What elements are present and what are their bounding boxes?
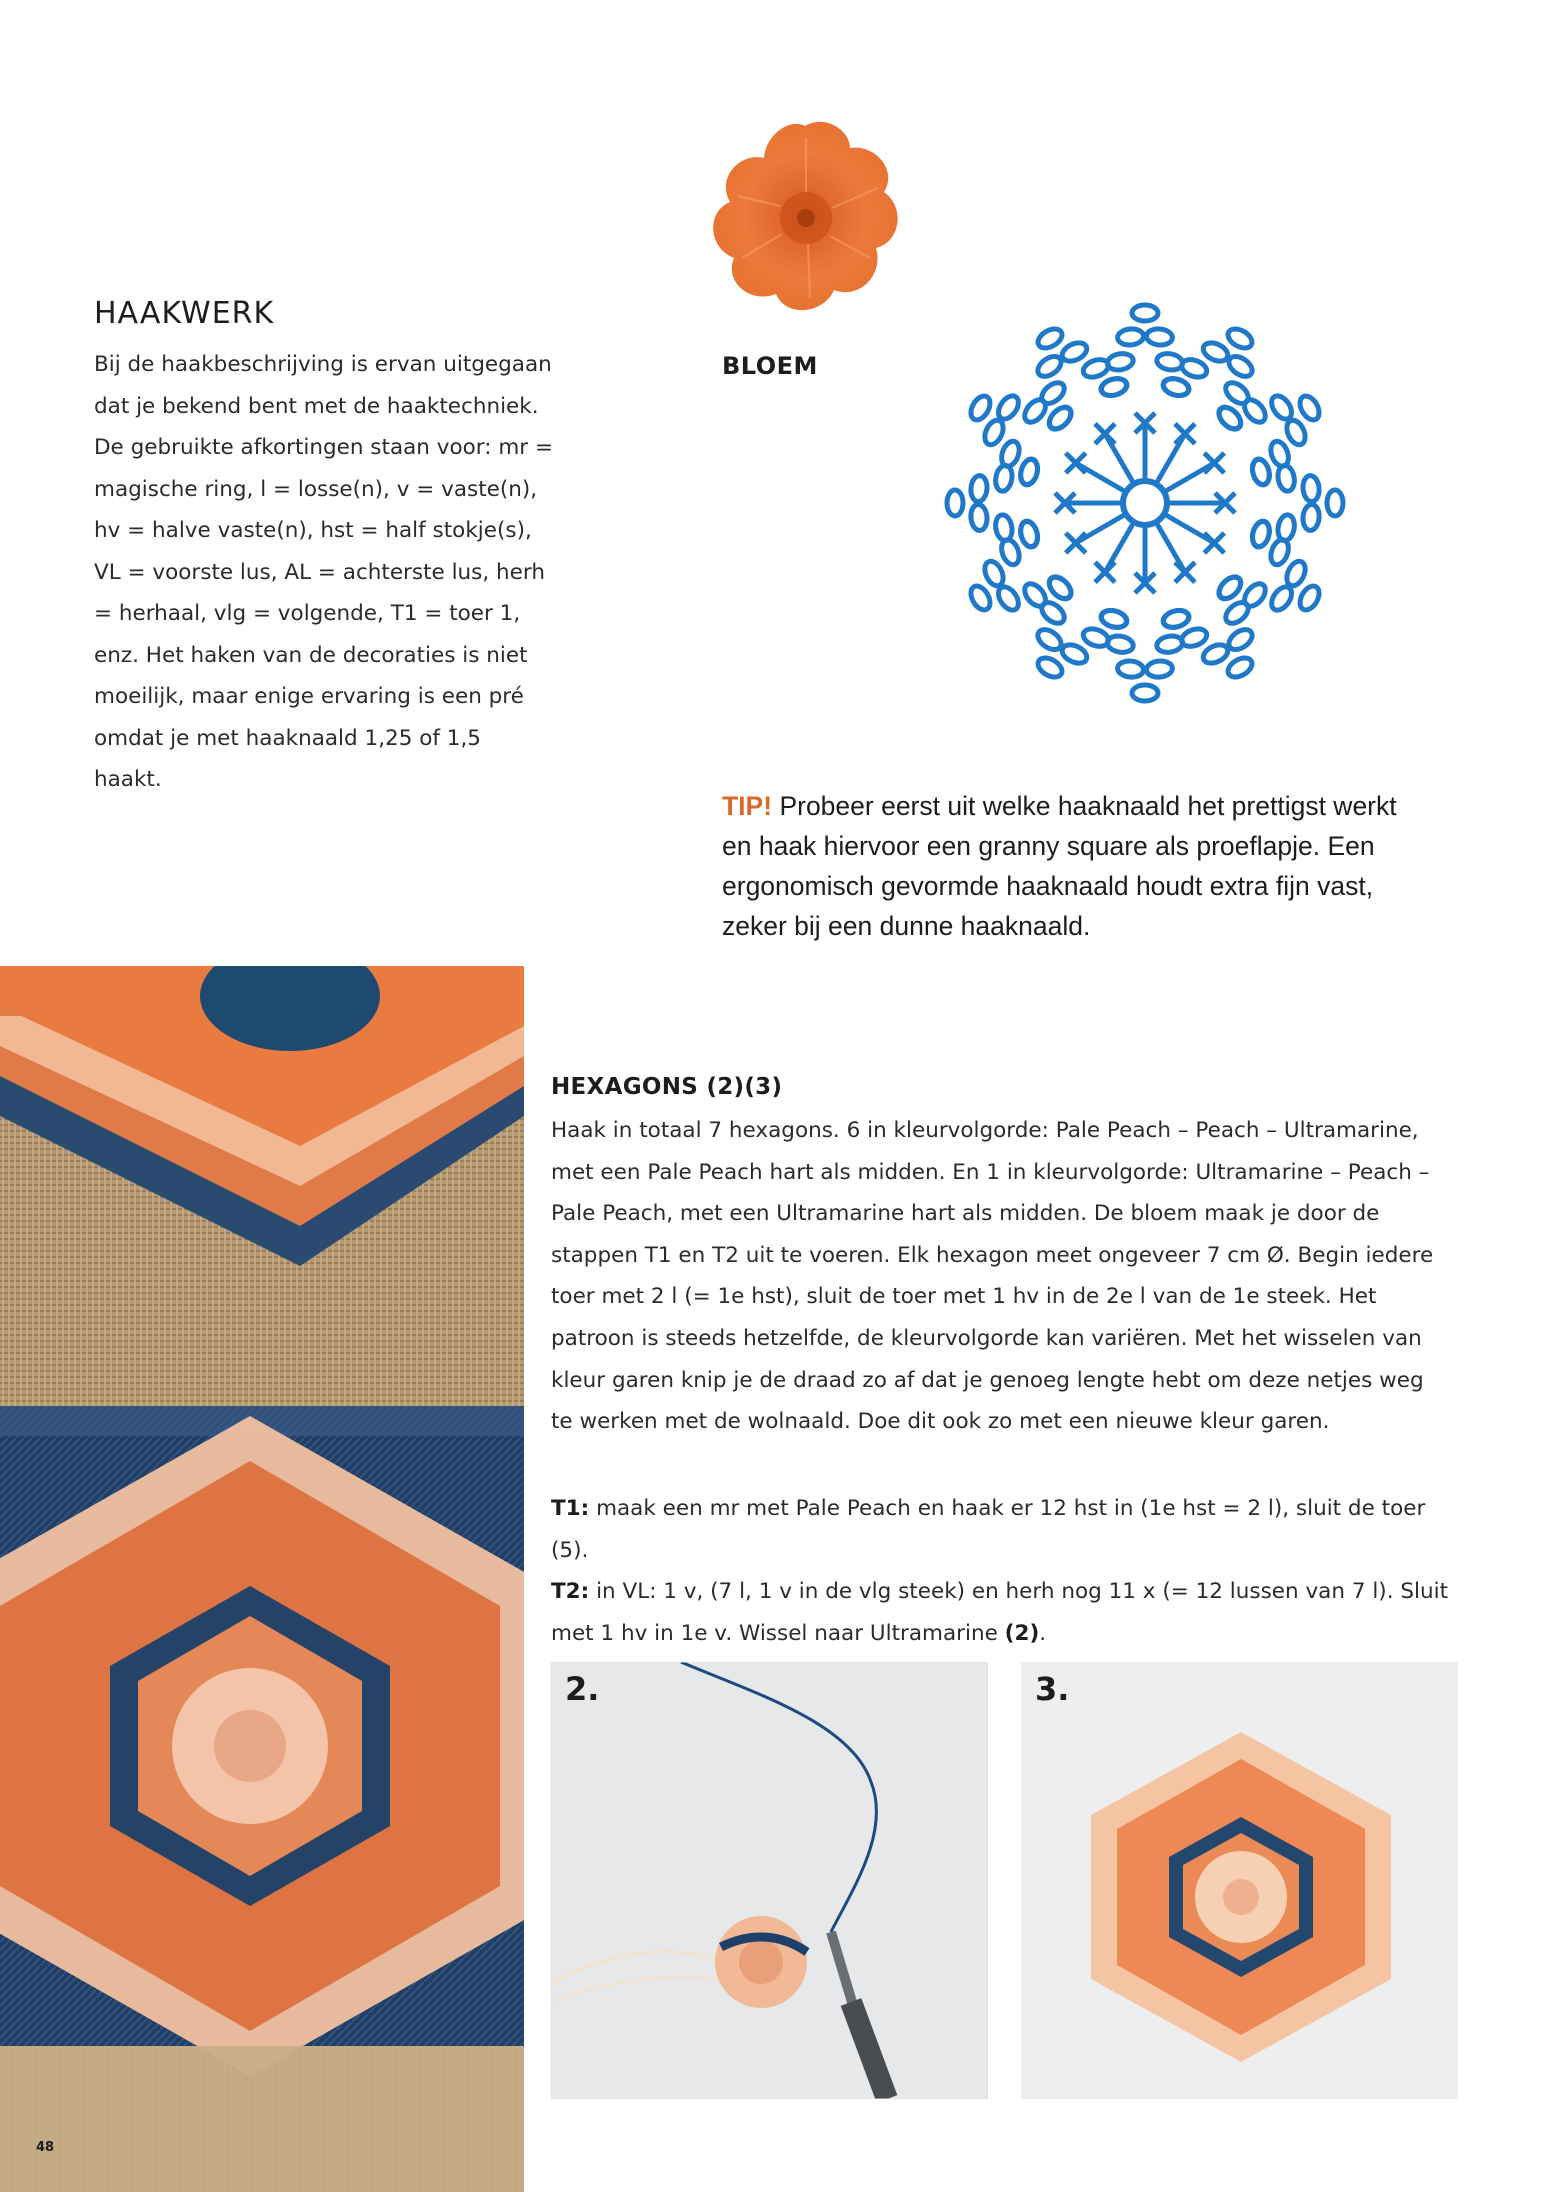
chain-stitch-symbol (1156, 634, 1184, 654)
chain-stitch-symbol (1156, 352, 1184, 372)
chain-stitch-symbol (1099, 376, 1128, 398)
chain-stitch-symbol (967, 393, 994, 424)
chain-stitch-symbol (1018, 457, 1040, 486)
tip-text: Probeer eerst uit welke haaknaald het prettigst werkt en haak hiervoor een granny square als proeflapje. Een ergonomisch gevormde haaknaald houdt extra fijn vast, zeker bij een dunne haaknaald. (722, 791, 1397, 941)
round-2-photo-ref: (2) (1004, 1620, 1040, 1646)
chain-stitch-symbol (1296, 583, 1323, 614)
chain-stitch-symbol (1117, 660, 1144, 678)
chain-stitch-symbol (1179, 356, 1209, 380)
chain-stitch-symbol (1200, 641, 1230, 666)
chain-stitch-symbol (994, 392, 1022, 422)
crochet-chart-diagram (915, 288, 1375, 748)
hexagons-heading: HEXAGONS (2)(3) (551, 1074, 783, 1100)
chain-stitch-symbol (947, 490, 963, 516)
chain-stitch-symbol (970, 504, 988, 531)
chain-stitch-symbol (1240, 396, 1269, 426)
chain-stitch-symbol (998, 439, 1022, 469)
chain-stitch-symbol (1215, 573, 1245, 603)
chain-stitch-symbol (1222, 598, 1252, 627)
step-2-number: 2. (565, 1670, 600, 1708)
hexagons-paragraph: Haak in totaal 7 hexagons. 6 in kleurvolgorde: Pale Peach – Peach – Ultramarine, met een Pale Peach hart als midden. En 1 in kleurvolgorde: Ultramarine – Peach – Pale Peach, met een Ultramarine hart als midden. De bloem maak je door de stappen T1 en T2 uit te voeren. Elk hexagon meet ongeveer 7 cm Ø. Begin iedere toer met 2 l (= 1e hst), sluit de toer met 1 hv in de 2e l van de 1e steek. Het patroon is steeds hetzelfde, de kleurvolgorde kan variëren. Met het wisselen van kleur garen knip je de draad zo af dat je genoeg lengte hebt om deze netjes weg te werken met de wolnaald. Doe dit ook zo met een nieuwe kleur garen. (551, 1118, 1434, 1435)
chain-stitch-symbol (1021, 580, 1050, 610)
chain-stitch-symbol (1106, 634, 1134, 654)
magic-ring-symbol (1123, 481, 1167, 525)
chain-stitch-symbol (1283, 558, 1308, 588)
chain-stitch-symbol (1268, 537, 1292, 567)
chain-stitch-symbol (1162, 376, 1191, 398)
hexagon-on-denim-photo (0, 966, 524, 2192)
haakwerk-paragraph: Bij de haakbeschrijving is ervan uitgegaan dat je bekend bent met de haaktechniek. De gebruikte afkortingen staan voor: mr = magische ring, l = losse(n), v = vaste(n), hv = halve vaste(n), hst = half stokje(s), VL = voorste lus, AL = achterste lus, herh = herhaal, vlg = volgende, T1 = toer 1, enz. Het haken van de decoraties is niet moeilijk, maar enige ervaring is een pré omdat je met haaknaald 1,25 of 1,5 haakt. (94, 352, 553, 792)
step-3-photo (1021, 1662, 1458, 2099)
chain-stitch-symbol (1045, 403, 1075, 433)
chain-stitch-symbol (1225, 325, 1256, 352)
chain-stitch-symbol (1250, 458, 1272, 487)
chain-stitch-symbol (970, 475, 988, 502)
chain-stitch-symbol (967, 583, 994, 614)
round-2-text: in VL: 1 v, (7 l, 1 v in de vlg steek) en herh nog 11 x (= 12 lussen van 7 l). Sluit met 1 hv in 1e v. Wissel naar Ultramarine (551, 1579, 1449, 1646)
chain-stitch-symbol (1296, 393, 1323, 424)
chain-stitch-symbol (1250, 520, 1272, 549)
page-number: 48 (36, 2140, 55, 2155)
chain-stitch-symbol (1059, 339, 1089, 364)
chain-stitch-symbol (1225, 654, 1256, 681)
chain-stitch-symbol (1302, 504, 1320, 531)
chain-stitch-symbol (1117, 328, 1144, 346)
chain-stitch-symbol (1081, 626, 1111, 650)
chain-stitch-symbol (1276, 514, 1296, 542)
chain-stitch-symbol (1161, 608, 1190, 630)
round-1-label: T1: (551, 1496, 590, 1521)
flower-photo (700, 108, 910, 326)
step-2-photo (551, 1662, 988, 2099)
chain-stitch-symbol (1038, 379, 1068, 408)
chain-stitch-symbol (1215, 403, 1245, 433)
chain-stitch-symbol (1132, 305, 1158, 321)
chain-stitch-symbol (994, 514, 1014, 542)
chain-stitch-symbol (1034, 626, 1064, 654)
chain-stitch-symbol (1302, 475, 1320, 502)
round-2-instruction (551, 1571, 1451, 1654)
round-1-text: maak een mr met Pale Peach en haak er 12 hst in (1e hst = 2 l), sluit de toer (5). (551, 1496, 1426, 1563)
round-1-instruction (551, 1488, 1451, 1571)
chain-stitch-symbol (994, 464, 1014, 492)
chain-stitch-symbol (1327, 490, 1343, 516)
chain-stitch-symbol (1035, 325, 1066, 352)
chain-stitch-symbol (1059, 641, 1089, 666)
round-2-text-end: . (1039, 1620, 1047, 1646)
chain-stitch-symbol (1106, 352, 1134, 372)
chain-stitch-symbol (1200, 339, 1230, 364)
chain-stitch-symbol (1035, 654, 1066, 681)
chain-stitch-symbol (1268, 583, 1296, 613)
chain-stitch-symbol (1146, 328, 1173, 346)
chain-stitch-symbol (1146, 660, 1173, 678)
chain-stitch-symbol (1132, 685, 1158, 701)
chain-stitch-symbol (1045, 573, 1075, 603)
tip-label: TIP! (722, 791, 773, 821)
chain-stitch-symbol (1081, 356, 1111, 380)
chain-stitch-symbol (1099, 608, 1128, 630)
chain-stitch-symbol (1225, 352, 1255, 380)
chain-stitch-symbol (981, 417, 1006, 447)
round-2-label: T2: (551, 1579, 590, 1605)
chain-stitch-symbol (1018, 519, 1040, 548)
chain-stitch-symbol (1283, 417, 1308, 447)
bloem-label: BLOEM (722, 352, 818, 380)
tip-box (722, 786, 1422, 946)
chain-stitch-symbol (981, 558, 1006, 588)
haakwerk-heading: HAAKWERK (94, 296, 275, 331)
round-instructions (551, 1488, 1451, 1654)
chain-stitch-symbol (1276, 464, 1296, 492)
step-3-number: 3. (1035, 1670, 1070, 1708)
